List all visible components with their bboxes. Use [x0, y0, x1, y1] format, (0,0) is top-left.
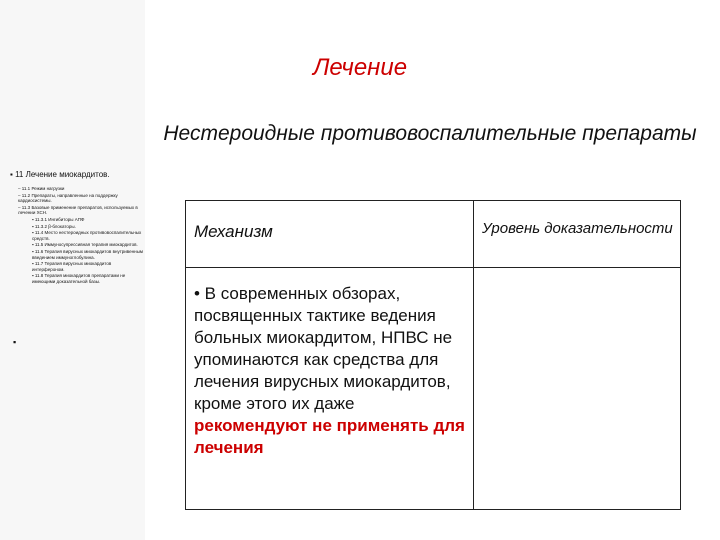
mechanism-highlight: рекомендуют не применять для лечения [194, 416, 465, 457]
slide-subtitle: Нестероидные противовоспалительные препараты [163, 122, 697, 145]
toc-sub-sub-item[interactable]: ▪ 11.4 Место нестероидных противовоспалительных средств. [32, 230, 144, 241]
toc-sub-sub-item[interactable]: ▪ 11.5 Иммуносупрессивная терапия миокардитов. [32, 242, 144, 248]
toc-sub-sub-item[interactable]: ▪ 11.7 Терапия вирусных миокардитов интерфероном. [32, 261, 144, 272]
toc-sub-item[interactable]: – 11.3 Базовые применение препаратов, используемых в лечении ХСН. [18, 205, 144, 216]
slide-title: Лечение [312, 54, 408, 81]
info-table [185, 200, 681, 510]
toc-sub-sub-item[interactable]: ▪ 11.3.1 Ингибиторы АПФ [32, 217, 144, 223]
mechanism-header: Механизм [194, 222, 273, 241]
toc-sub-sub-item[interactable]: ▪ 11.8 Терапия миокардитов препаратами не имеющими доказательной базы. [32, 273, 144, 284]
toc-sub-item[interactable]: – 11.2 Препараты, направленные на поддержку кардиосистемы. [18, 193, 144, 204]
toc-sub-sub-item[interactable]: ▪ 11.3.2 β-блокаторы. [32, 224, 144, 230]
toc-sub-sub-item[interactable]: ▪ 11.6 Терапия вирусных миокардитов внутривенным введением иммуноглобулина. [32, 249, 144, 260]
mechanism-header-cell [186, 201, 474, 268]
toc-main-item[interactable]: ▪ 11 Лечение миокардитов. [10, 170, 144, 180]
mechanism-body-cell [186, 268, 474, 510]
evidence-body-cell [474, 268, 681, 510]
toc-empty-bullet: ▪ [13, 337, 17, 347]
evidence-header-cell [474, 201, 681, 268]
evidence-header: Уровень доказательности [482, 220, 673, 237]
mechanism-body [186, 268, 473, 459]
toc-sub-item[interactable]: – 11.1 Режим нагрузки [18, 186, 144, 192]
mechanism-text: • В современных обзорах, посвященных тактике ведения больных миокардитом, НПВС не упоминаются как средства для лечения вирусных миокардитов, кроме этого их даже [194, 284, 453, 413]
table-of-contents [10, 170, 144, 286]
